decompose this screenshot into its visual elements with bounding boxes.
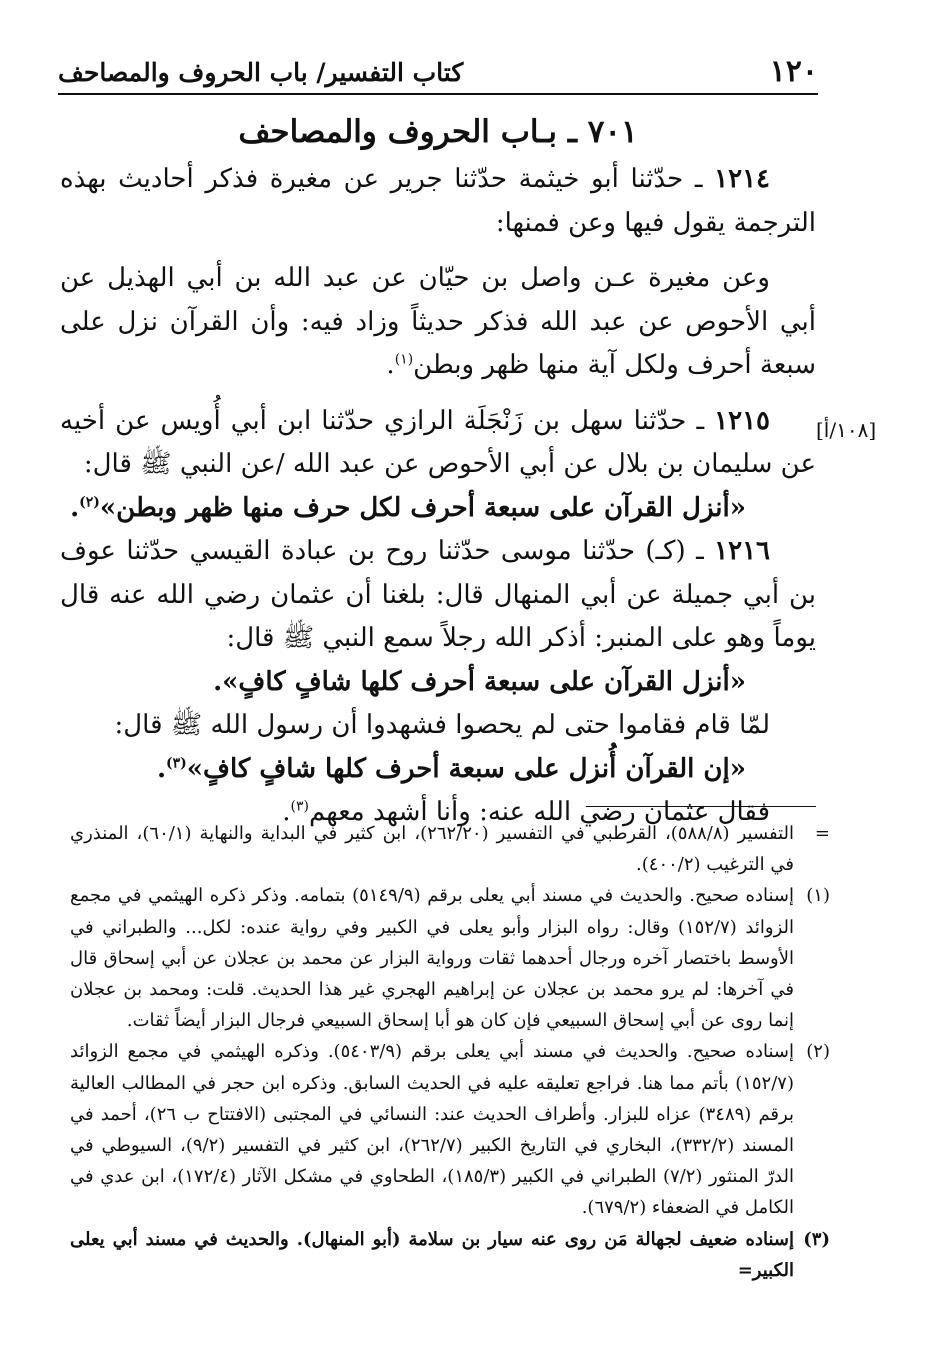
- running-header: [58, 50, 818, 92]
- footnotes: [70, 818, 830, 1286]
- hadith-number: ١٢١٤: [714, 164, 770, 194]
- footnote-marker: (٢): [806, 1041, 830, 1063]
- footnote-marker: (١): [806, 885, 830, 907]
- footnote-text: إسناده صحيح. والحديث في مسند أبي يعلى برقم (٥١٤٩/٩) بتمامه. وذكر ذكره الهيثمي في مجمع الزوائد (١٥٢/٧) وقال: رواه البزار وأبو يعلى في الكبير وفي رواية عنده: لكل... والطبراني في الأوسط باختصار آخره ورجال أحدهما ثقات ورواية البزار عن محمد بن عجلان عن أبي إسحاق قال في آخرها: لم يرو محمد بن عجلان عن إبراهيم الهجري غير هذا الحديث. قلت: ومحمد بن عجلان إنما روى عن أبي إسحاق السبيعي فإن كان هو أبا إسحاق السبيعي فرجال البزار أيضاً ثقات.: [70, 885, 795, 1032]
- running-header-title: كتاب التفسير/ باب الحروف والمصاحف: [58, 58, 464, 87]
- hadith-1216: [60, 530, 816, 661]
- hadith-1214-continuation: [60, 257, 816, 388]
- hadith-1216-quote-2: [60, 748, 746, 792]
- punctuation: .: [386, 350, 395, 380]
- hadith-1216-quote-1: [60, 661, 746, 705]
- footnote-continuation: [70, 818, 830, 880]
- footnote-marker: =: [814, 823, 830, 844]
- punctuation: .: [70, 492, 80, 523]
- quote-text: «أنزل القرآن على سبعة أحرف كلها شافٍ كافٍ».: [213, 666, 746, 697]
- footnote-ref: (٢): [79, 493, 100, 510]
- footnote-1: [70, 880, 830, 1036]
- punctuation: .: [282, 797, 291, 827]
- hadith-text: ـ (كـ) حدّثنا موسى حدّثنا روح بن عبادة القيسي حدّثنا عوف بن أبي جميلة عن أبي المنهال قال: بلغنا أن عثمان رضي الله عنه قال يوماً وهو على المنبر: أذكر الله رجلاً سمع النبي ﷺ قال:: [60, 536, 816, 653]
- quote-text: «أنزل القرآن على سبعة أحرف لكل حرف منها ظهر وبطن»: [99, 492, 746, 523]
- hadith-text: ـ حدّثنا سهل بن زَنْجَلَة الرازي حدّثنا ابن أبي أُويس عن أخيه عن سليمان بن بلال عن أبي الأحوص عن عبد الله /عن النبي ﷺ قال:: [60, 405, 816, 479]
- section-heading: ٧٠١ ـ بـاب الحروف والمصاحف: [238, 114, 638, 150]
- main-text: [60, 108, 816, 835]
- hadith-number: ١٢١٦: [714, 536, 770, 566]
- footnote-ref: (٣): [290, 798, 309, 815]
- hadith-1215: [60, 400, 816, 487]
- hadith-text: وعن مغيرة عـن واصل بن حيّان عن عبد الله بن أبي الهذيل عن أبي الأحوص عن عبد الله فذكر حديثاً وزاد فيه: وأن القرآن نزل على سبعة أحرف ولكل آية منها ظهر وبطن: [60, 263, 816, 380]
- hadith-1214: [60, 158, 816, 245]
- hadith-1215-quote: [60, 487, 746, 531]
- footnote-text: التفسير (٥٨٨/٨)، القرطبي في التفسير (٢٦٢/٢٠)، ابن كثير في البداية والنهاية (٦٠/١)، المنذري في الترغيب (٤٠٠/٢).: [70, 823, 795, 876]
- hadith-text: فقال عثمان رضي الله عنه: وأنا أشهد معهم: [308, 797, 770, 827]
- footnote-ref: (١): [394, 351, 414, 368]
- hadith-1216-narration: [60, 704, 816, 748]
- page-number: ١٢٠: [769, 54, 818, 89]
- hadith-text: ـ حدّثنا أبو خيثمة حدّثنا جرير عن مغيرة فذكر أحاديث بهذه الترجمة يقول فيها وعن فمنها:: [60, 164, 816, 238]
- header-divider: [58, 93, 818, 95]
- footnote-text: إسناده ضعيف لجهالة مَن روى عنه سيار بن سلامة (أبو المنهال). والحديث في مسند أبي يعلى الكبير=: [70, 1228, 794, 1281]
- hadith-number: ١٢١٥: [714, 405, 770, 436]
- hadith-text: لمّا قام فقاموا حتى لم يحصوا فشهدوا أن رسول الله ﷺ قال:: [114, 710, 770, 740]
- punctuation: .: [156, 753, 167, 784]
- manuscript-folio-note: [١٠٨/أ]: [816, 418, 877, 442]
- footnote-divider: [586, 806, 816, 807]
- footnote-ref: (٣): [166, 754, 187, 771]
- footnote-2: [70, 1036, 830, 1223]
- footnote-marker: (٣): [803, 1228, 830, 1250]
- footnote-3: [70, 1224, 830, 1286]
- footnote-text: إسناده صحيح. والحديث في مسند أبي يعلى برقم (٥٤٠٣/٩). وذكره الهيثمي في مجمع الزوائد (١٥٢/٧) بأتم مما هنا. فراجع تعليقه عليه في الحديث السابق. وذكره ابن حجر في المطالب العالية برقم (٣٤٨٩) عزاه للبزار. وأطراف الحديث عند: النسائي في المجتبى (الافتتاح ب ٢٦)، أحمد في المسند (٣٣٢/٢)، البخاري في التاريخ الكبير (٢٦٢/٧)، ابن كثير في التفسير (٩/٢)، السيوطي في الدرّ المنثور (٧/٢) الطبراني في الكبير (١٨٥/٣)، الطحاوي في مشكل الآثار (١٧٢/٤)، ابن عدي في الكامل في الضعفاء (٦٧٩/٢).: [70, 1041, 794, 1219]
- quote-text: «إن القرآن أُنزل على سبعة أحرف كلها شافٍ كافٍ»: [186, 753, 746, 784]
